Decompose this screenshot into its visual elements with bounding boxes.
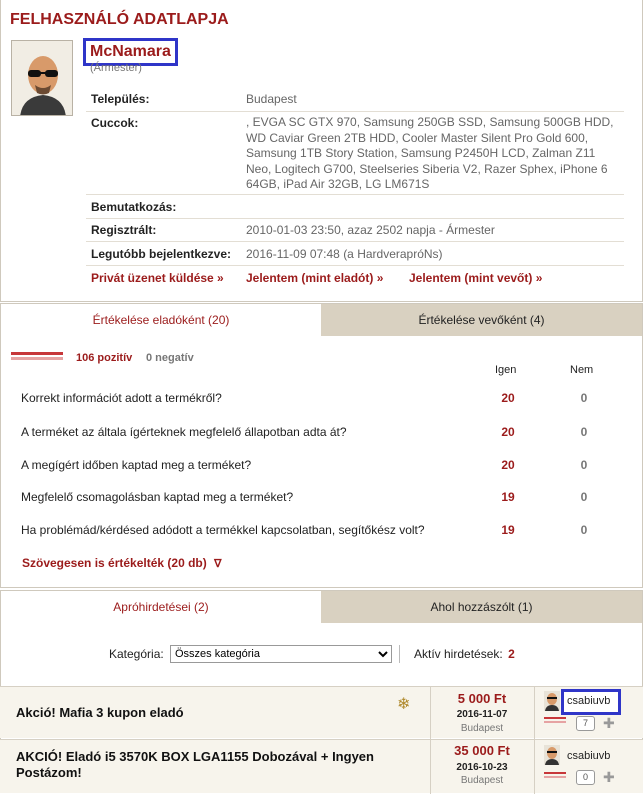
category-label: Kategória:: [109, 647, 164, 661]
listing-username[interactable]: csabiuvb: [567, 750, 611, 762]
snowflake-icon: ❄: [397, 696, 411, 713]
rating-question: A terméket az általa ígérteknek megfelelő állapotban adta át?: [21, 425, 347, 439]
divider: [534, 740, 535, 794]
rating-no-count: 0: [580, 458, 588, 472]
rating-yes-count: 20: [501, 391, 515, 405]
divider: [86, 111, 624, 112]
listing-date: 2016-11-07: [456, 709, 508, 720]
username[interactable]: McNamara: [90, 43, 171, 60]
rating-yes-count: 19: [501, 490, 515, 504]
divider: [430, 740, 431, 794]
city-label: Település:: [91, 92, 150, 106]
user-rating-bar: [544, 717, 566, 723]
rating-question: A megígért időben kaptad meg a terméket?: [21, 458, 252, 472]
listing-title[interactable]: AKCIÓ! Eladó i5 3570K BOX LGA1155 Dobozával + Ingyen Postázom!: [16, 749, 374, 780]
add-icon[interactable]: ✚: [603, 769, 615, 785]
ratings-card: [0, 303, 643, 588]
rating-question: Korrekt információt adott a termékről?: [21, 391, 222, 405]
avatar: [11, 40, 73, 116]
category-select[interactable]: [170, 645, 392, 663]
tab-commented[interactable]: Ahol hozzászólt (1): [321, 591, 642, 623]
rating-bar: [11, 352, 63, 360]
gear-value: , EVGA SC GTX 970, Samsung 250GB SSD, Samsung 500GB HDD, WD Caviar Green 2TB HDD, Cooler Master Silent Pro Gold 600, Samsung 1TB Story Station, Samsung P2450H LCD, Zalman Z11 Neo, Logitech G700, Steelseries Siberia V2, Razer Sphex, iPhone 6 64GB, iPad Air 32GB, LG LM671S: [246, 115, 614, 191]
rating-yes-count: 20: [501, 458, 515, 472]
divider: [399, 645, 400, 663]
registered-value: 2010-01-03 23:50, azaz 2502 napja - Ármester: [246, 223, 495, 237]
add-icon[interactable]: ✚: [603, 715, 615, 731]
page-title: FELHASZNÁLÓ ADATLAPJA: [10, 11, 229, 28]
divider: [430, 687, 431, 739]
column-yes-header: Igen: [495, 364, 517, 376]
active-ads-text: Aktív hirdetések:: [414, 647, 503, 661]
rating-question: Ha problémád/kérdésed adódott a termékkel kapcsolatban, segítőkész volt?: [21, 523, 425, 537]
user-rating-bar: [544, 772, 566, 778]
user-avatar[interactable]: [544, 691, 560, 711]
gear-label: Cuccok:: [91, 116, 139, 130]
rating-yes-count: 20: [501, 425, 515, 439]
active-ads-count: 2: [508, 647, 515, 661]
divider: [86, 194, 624, 195]
last-login-value: 2016-11-09 07:48 (a HardverapróNs): [246, 247, 443, 261]
listing-city: Budapest: [460, 723, 504, 734]
user-rank: (Ármester): [90, 62, 142, 74]
double-chevron-down-icon: ∇: [214, 558, 222, 570]
rating-question: Megfelelő csomagolásban kaptad meg a terméket?: [21, 490, 294, 504]
report-seller-link[interactable]: Jelentem (mint eladót) »: [246, 271, 384, 285]
tab-ads[interactable]: Apróhirdetései (2): [1, 591, 321, 623]
column-no-header: Nem: [570, 364, 594, 376]
tab-seller-ratings[interactable]: Értékelése eladóként (20): [1, 304, 321, 336]
city-value: Budapest: [246, 92, 297, 106]
comment-count-badge[interactable]: 0: [576, 770, 595, 785]
private-message-link[interactable]: Privát üzenet küldése »: [91, 271, 224, 285]
listing-city: Budapest: [460, 775, 504, 786]
rating-no-count: 0: [580, 391, 588, 405]
listing-row[interactable]: [0, 739, 643, 793]
divider: [86, 265, 624, 266]
listing-price: 5 000 Ft: [457, 691, 507, 706]
listing-title[interactable]: Akció! Mafia 3 kupon eladó: [16, 705, 184, 720]
listing-date: 2016-10-23: [456, 762, 508, 773]
negative-count: 0 negatív: [146, 352, 194, 364]
rating-no-count: 0: [580, 523, 588, 537]
listing-username[interactable]: csabiuvb: [567, 695, 611, 707]
report-buyer-link[interactable]: Jelentem (mint vevőt) »: [409, 271, 543, 285]
comment-count-badge[interactable]: 7: [576, 716, 595, 731]
rating-yes-count: 19: [501, 523, 515, 537]
rating-no-count: 0: [580, 490, 588, 504]
user-avatar[interactable]: [544, 745, 560, 765]
intro-label: Bemutatkozás:: [91, 200, 177, 214]
last-login-label: Legutóbb bejelentkezve:: [91, 247, 232, 261]
tab-buyer-ratings[interactable]: Értékelése vevőként (4): [321, 304, 642, 336]
registered-label: Regisztrált:: [91, 223, 157, 237]
divider: [534, 687, 535, 739]
listing-price: 35 000 Ft: [454, 743, 510, 758]
positive-count: 106 pozitív: [76, 352, 133, 364]
active-ads-label: [414, 647, 515, 661]
rating-no-count: 0: [580, 425, 588, 439]
text-reviews-label: Szövegesen is értékelték (20 db): [22, 556, 207, 570]
listing-row[interactable]: [0, 686, 643, 738]
divider: [86, 241, 624, 242]
text-reviews-link[interactable]: [22, 556, 221, 570]
divider: [86, 218, 624, 219]
